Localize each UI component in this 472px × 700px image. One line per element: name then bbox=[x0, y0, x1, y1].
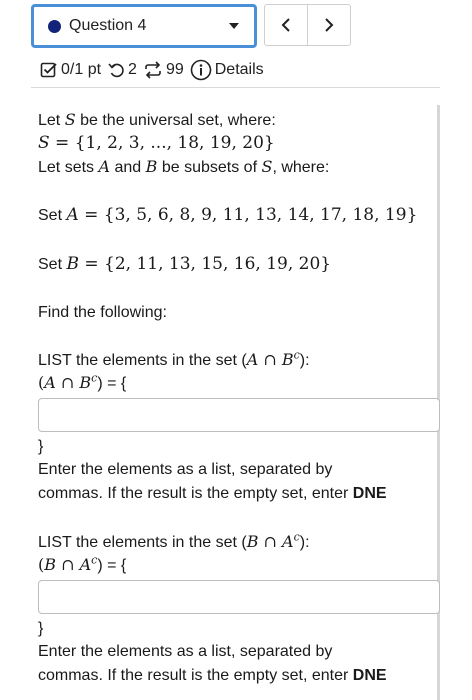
question-status-dot bbox=[48, 20, 61, 33]
find-instruction: Find the following: bbox=[38, 304, 167, 321]
chevron-left-icon bbox=[281, 18, 291, 32]
part1-equation: (A ∩ $B^c$) = { bbox=[38, 371, 127, 392]
part2-prompt: LIST the elements in the set (B ∩ $A^c$): bbox=[38, 530, 310, 551]
intro-line-2: Let sets A and B be subsets of S, where: bbox=[38, 157, 330, 176]
question-body bbox=[31, 105, 440, 700]
intro-line-1: Let S be the universal set, where: bbox=[38, 110, 276, 129]
undo-icon bbox=[107, 61, 125, 79]
header-divider bbox=[31, 87, 440, 88]
part1-instruction-1: Enter the elements as a list, separated by bbox=[38, 461, 333, 478]
part2-closing-brace: } bbox=[38, 620, 44, 637]
chevron-right-icon bbox=[324, 18, 334, 32]
universe-definition: S = {1, 2, 3, ..., 18, 19, 20} bbox=[38, 133, 275, 153]
retries-indicator bbox=[107, 61, 137, 79]
caret-down-icon bbox=[228, 21, 240, 31]
checkbox-icon bbox=[40, 61, 58, 79]
question-meta-bar bbox=[40, 58, 264, 82]
question-label: Question 4 bbox=[69, 17, 147, 34]
question-select[interactable] bbox=[31, 4, 257, 48]
details-link[interactable] bbox=[190, 59, 264, 81]
part1-instruction-2: commas. If the result is the empty set, enter DNE bbox=[38, 485, 387, 502]
part2-answer-input[interactable] bbox=[38, 580, 440, 614]
retries-count: 2 bbox=[128, 61, 137, 78]
submissions-indicator bbox=[143, 61, 184, 79]
info-icon bbox=[190, 59, 212, 81]
set-a-definition: Set A = {3, 5, 6, 8, 9, 11, 13, 14, 17, 18, 19} bbox=[38, 205, 418, 225]
score-indicator bbox=[40, 61, 101, 79]
details-label: Details bbox=[214, 61, 264, 78]
part2-instruction-1: Enter the elements as a list, separated by bbox=[38, 643, 333, 660]
part1-closing-brace: } bbox=[38, 438, 44, 455]
next-question-button[interactable] bbox=[307, 4, 351, 46]
set-b-definition: Set B = {2, 11, 13, 15, 16, 19, 20} bbox=[38, 254, 332, 274]
part2-instruction-2: commas. If the result is the empty set, enter DNE bbox=[38, 667, 387, 684]
part1-prompt: LIST the elements in the set (A ∩ $B^c$): bbox=[38, 348, 310, 369]
part1-answer-input[interactable] bbox=[38, 398, 440, 432]
part2-equation: (B ∩ $A^c$) = { bbox=[38, 553, 127, 574]
previous-question-button[interactable] bbox=[264, 4, 308, 46]
repeat-icon bbox=[143, 61, 163, 79]
submissions-count: 99 bbox=[165, 61, 184, 78]
score-text: 0/1 pt bbox=[61, 61, 102, 78]
